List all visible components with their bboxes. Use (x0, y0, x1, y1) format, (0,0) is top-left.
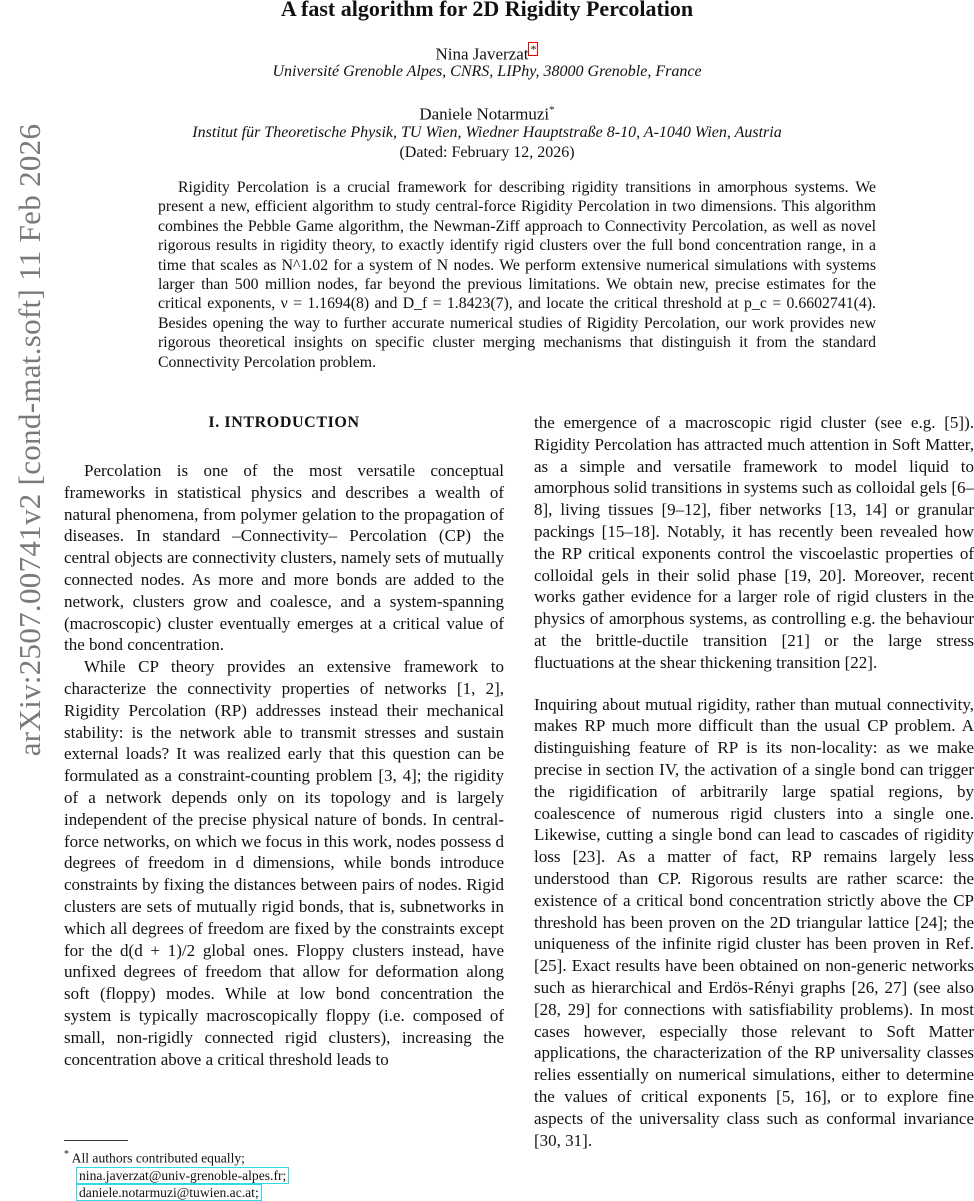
footnote-rule (64, 1140, 128, 1141)
abstract: Rigidity Percolation is a crucial framework for describing rigidity transitions in amorphous systems. We present a new, efficient algorithm to study central-force Rigidity Percolation in two dimensions. This algorithm combines the Pebble Game algorithm, the Newman-Ziff approach to Connectivity Percolation, as well as novel rigorous results in rigidity theory, to exactly identify rigid clusters over the full bond concentration range, in a time that scales as N^1.02 for a system of N nodes. We perform extensive numerical simulations with systems larger than 500 million nodes, far beyond the previous limitations. We obtain new, precise estimates for the critical exponents, ν = 1.1694(8) and D_f = 1.8423(7), and locate the critical threshold at p_c = 0.6602741(4). Besides opening the way to further accurate numerical studies of Rigidity Percolation, our work provides new rigorous theoretical insights on specific cluster merging mechanisms that distinguish it from the standard Connectivity Percolation problem. (158, 179, 876, 371)
right-column (534, 412, 974, 1151)
dated-line: (Dated: February 12, 2026) (399, 144, 575, 161)
author-1-affiliation: Université Grenoble Alpes, CNRS, LIPhy, 38000 Grenoble, France (272, 63, 702, 80)
left-column (64, 412, 504, 1070)
arxiv-identifier[interactable]: arXiv:2507.00741v2 [cond-mat.soft] 11 Feb 2026 (12, 123, 47, 757)
intro-paragraph-1: Percolation is one of the most versatile conceptual frameworks in statistical physics and describes a wealth of natural phenomena, from polymer gelation to the propagation of diseases. In standard –Connectivity– Percolation (CP) the central objects are connectivity clusters, namely sets of mutually connected nodes. As more and more bonds are added to the network, clusters grow and coalesce, and a system-spanning (macroscopic) cluster eventually emerges at a critical value of the bond concentration. (64, 461, 504, 655)
author-1 (0, 42, 974, 65)
author-2 (0, 104, 974, 125)
author-1-name: Nina Javerzat (435, 44, 529, 64)
intro-paragraph-3: the emergence of a macroscopic rigid cluster (see e.g. [5]). Rigidity Percolation has attracted much attention in Soft Matter, as a simple and versatile framework to model liquid to amorphous solid transitions in systems such as colloidal gels [6–8], living tissues [9–12], fiber networks [13, 14] or granular packings [15–18]. Notably, it has recently been revealed how the RP critical exponents control the viscoelastic properties of colloidal gels in their solid phase [19, 20]. Moreover, recent works gather evidence for a larger role of rigid clusters in the physics of amorphous systems, as controlling e.g. the behaviour at the brittle-ductile transition [21] or the large stress fluctuations at the shear thickening transition [22]. (534, 413, 974, 672)
author-2-name: Daniele Notarmuzi (419, 104, 550, 124)
footnote-text: All authors contributed equally; (71, 1150, 245, 1166)
email-link-notarmuzi[interactable]: daniele.notarmuzi@tuwien.ac.at; (76, 1184, 262, 1201)
footnote (64, 1146, 504, 1201)
section-heading-introduction: I. INTRODUCTION (208, 414, 360, 431)
author-1-footnote-link[interactable]: * (530, 42, 537, 56)
author-2-affiliation: Institut für Theoretische Physik, TU Wien, Wiedner Hauptstraße 8-10, A-1040 Wien, Austria (192, 124, 782, 141)
intro-paragraph-4: Inquiring about mutual rigidity, rather than mutual connectivity, makes RP much more difficult than the usual CP problem. A distinguishing feature of RP is its non-locality: as we make precise in section IV, the activation of a single bond can trigger the rigidification of arbitrarily large spatial regions, by coalescence of numerous rigid clusters into a single one. Likewise, cutting a single bond can lead to cascades of rigidity loss [23]. As a matter of fact, RP remains largely less understood than CP. Rigorous results are rather scarce: the existence of a critical bond concentration strictly above the CP threshold has been proven on the 2D triangular lattice [24]; the uniqueness of the infinite rigid cluster has been proven in Ref. [25]. Exact results have been obtained on non-generic networks such as hierarchical and Erdös-Rényi graphs [26, 27] (see also [28, 29] for connections with satisfiability problems). In most cases however, especially those relevant to Soft Matter applications, the characterization of the RP universality classes relies essentially on numerical simulations, either to determine the values of critical exponents [5, 16], or to explore fine aspects of the universality class such as conformal invariance [30, 31]. (534, 694, 974, 1150)
author-2-footnote-marker: * (549, 104, 555, 116)
intro-paragraph-2: While CP theory provides an extensive framework to characterize the connectivity properties of networks [1, 2], Rigidity Percolation (RP) addresses instead their mechanical stability: is the network able to transmit stresses and sustain external loads? It was realized early that this question can be formulated as a constraint-counting problem [3, 4]; the rigidity of a network depends only on its topology and is largely independent of the precise physical nature of bonds. In central-force networks, on which we focus in this work, nodes possess d degrees of freedom in d dimensions, while bonds introduce constraints by fixing the distances between pairs of nodes. Rigid clusters are sets of mutually rigid bonds, that is, subnetworks in which all degrees of freedom are fixed by the constraints except for the d(d + 1)/2 global ones. Floppy clusters instead, have unfixed degrees of freedom that allow for deformation along soft (floppy) modes. While at low bond concentration the system is typically macroscopically floppy (i.e. composed of small, non-rigidly connected rigid clusters), increasing the concentration above a critical threshold leads to (64, 657, 504, 1069)
paper-title: A fast algorithm for 2D Rigidity Percolation (280, 0, 694, 21)
email-link-javerzat[interactable]: nina.javerzat@univ-grenoble-alpes.fr; (76, 1167, 289, 1184)
footnote-marker: * (64, 1149, 69, 1160)
